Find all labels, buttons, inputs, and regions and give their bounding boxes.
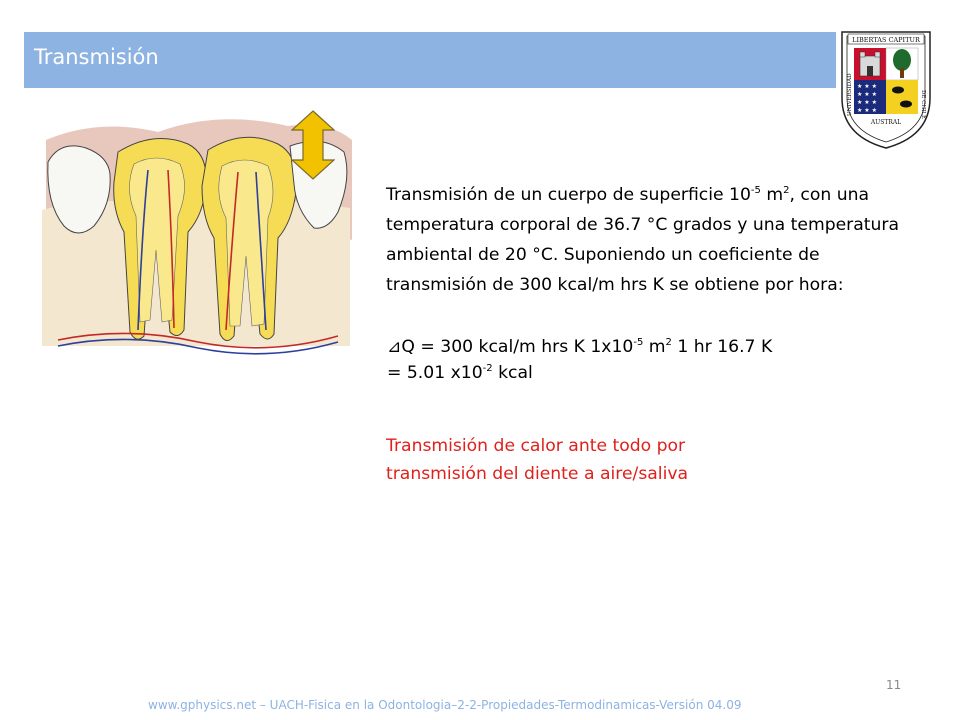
svg-text:★ ★ ★: ★ ★ ★ <box>857 99 877 106</box>
paragraph-text-2: m <box>760 185 784 205</box>
note-line-1: Transmisión de calor ante todo por <box>386 436 686 456</box>
university-crest-logo <box>836 28 936 152</box>
delta-symbol: ⊿ <box>387 337 402 357</box>
paragraph-exponent-2: 2 <box>783 185 790 196</box>
svg-text:★ ★ ★: ★ ★ ★ <box>857 83 877 90</box>
formula-exponent-3: -2 <box>482 363 493 374</box>
logo-right-text: DE CHILE <box>920 90 926 120</box>
svg-text:★ ★ ★: ★ ★ ★ <box>857 91 877 98</box>
paragraph-text-3: , con una temperatura corporal de 36.7 °C grados y una temperatura ambiental de 20 °C. Suponiendo un coeficiente de transmisión de 300 kcal/m hrs K se obtiene por hora: <box>386 185 900 295</box>
formula-line1-c: 1 hr 16.7 K <box>671 337 773 357</box>
description-paragraph <box>386 180 916 300</box>
formula-line2-a: = 5.01 x10 <box>387 363 483 383</box>
slide-title: Transmisión <box>34 45 159 69</box>
highlight-note <box>386 432 806 488</box>
heat-formula <box>387 334 772 386</box>
formula-exponent-1: -5 <box>633 337 644 348</box>
footer-source: www.gphysics.net – UACH-Fisica en la Odontologia–2-2-Propiedades-Termodinamicas-Versión 04.09 <box>148 698 742 712</box>
svg-text:★ ★ ★: ★ ★ ★ <box>857 107 877 114</box>
note-line-2: transmisión del diente a aire/saliva <box>386 464 689 484</box>
paragraph-exponent-1: -5 <box>750 185 761 196</box>
logo-bottom-text: AUSTRAL <box>870 119 902 126</box>
logo-left-text: UNIVERSIDAD <box>847 73 853 116</box>
title-bar <box>24 32 836 88</box>
formula-exponent-2: 2 <box>665 337 672 348</box>
paragraph-text-1: Transmisión de un cuerpo de superficie 10 <box>386 185 751 205</box>
formula-line1-b: m <box>643 337 666 357</box>
logo-banner-text: LIBERTAS CAPITUR <box>852 36 920 44</box>
double-vertical-arrow-icon <box>291 110 335 180</box>
formula-line2-b: kcal <box>492 363 533 383</box>
page-number: 11 <box>886 678 902 692</box>
formula-line1-a: Q = 300 kcal/m hrs K 1x10 <box>401 337 634 357</box>
